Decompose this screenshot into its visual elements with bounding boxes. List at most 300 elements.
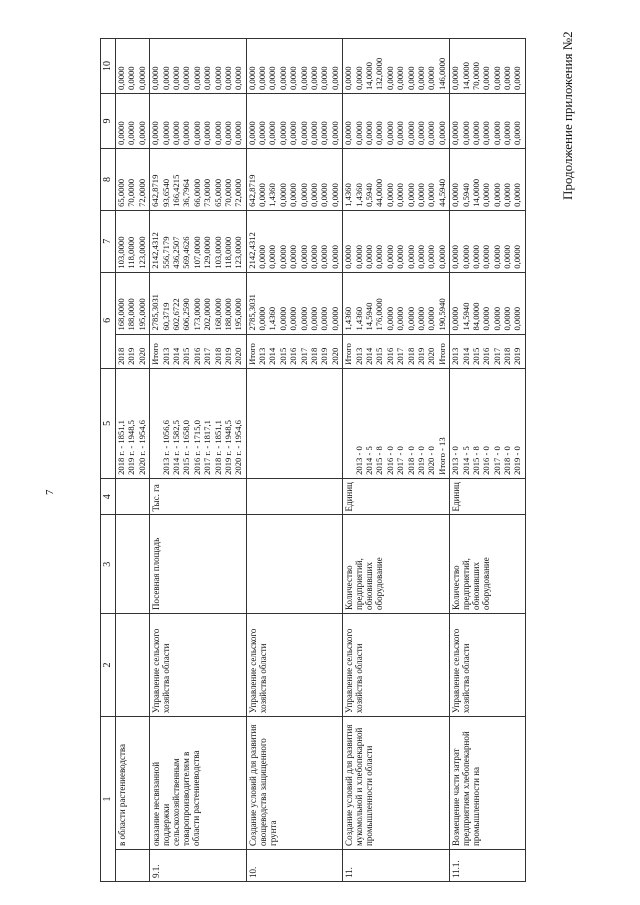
cell-line: 0,0000	[363, 245, 374, 269]
cell-line: 14,0000	[363, 62, 374, 91]
extrabudget-cell	[343, 39, 450, 94]
cell-line: 0,0000	[450, 306, 461, 331]
cell-line: 0,0000	[212, 121, 223, 146]
cell-line: 0,0000	[116, 121, 126, 146]
regional-budget-cell	[116, 149, 150, 211]
cell-line: 0,0000	[170, 121, 181, 146]
cell-line: 0,0000	[502, 306, 513, 331]
cell-line: 2017 - 0	[395, 446, 406, 475]
cell-line: 0,0000	[450, 121, 461, 146]
cell-line: 2142,4312	[246, 232, 257, 269]
cell-line: 0,0000	[150, 66, 161, 91]
cell-line: 0,0000	[277, 66, 288, 91]
cell-line: 2020	[136, 347, 147, 365]
cell-line: 188,0000	[126, 298, 137, 331]
cell-line: 0,5940	[460, 183, 471, 207]
cell-line: 602,6722	[170, 298, 181, 331]
cell-line: 0,0000	[343, 66, 354, 91]
cell-line: 2015 - 8	[470, 446, 481, 475]
cell-line: 2018 г. - 1851,1	[212, 420, 223, 475]
cell-line: 0,0000	[436, 121, 447, 146]
cell-line: 2015	[181, 347, 192, 365]
cell-line: 0,0000	[384, 245, 395, 269]
event-name-cell: Возмещение части затрат предприятиям хлебопекарной промышленности на	[450, 717, 526, 850]
cell-line: 2014	[267, 347, 278, 365]
cell-line: 0,0000	[160, 66, 171, 91]
cell-line: 0,0000	[395, 66, 406, 91]
cell-line: 1,4360	[267, 306, 278, 331]
cell-line: 0,0000	[298, 66, 309, 91]
cell-line: 2019	[319, 347, 330, 365]
cell-line: 1,4360	[353, 183, 364, 207]
cell-line: Итого	[343, 343, 354, 365]
cell-line: 72,0000	[233, 178, 244, 207]
cell-line: 0,0000	[395, 245, 406, 269]
cell-line: 0,0000	[288, 183, 299, 207]
cell-line: 190,5940	[436, 298, 447, 331]
cell-line: 65,0000	[116, 178, 126, 207]
cell-line: 146,0000	[436, 57, 447, 91]
cell-line: 123,0000	[233, 236, 244, 269]
cell-line: 0,0000	[329, 66, 340, 91]
cell-line: 0,0000	[405, 66, 416, 91]
federal-budget-cell	[246, 210, 343, 272]
cell-line: 0,0000	[512, 121, 523, 146]
cell-line: 0,0000	[502, 66, 513, 91]
local-budget-cell	[150, 94, 247, 149]
extrabudget-cell	[150, 39, 247, 94]
target-values-cell	[150, 368, 247, 478]
cell-line: 0,0000	[329, 183, 340, 207]
indicator-cell: Посевная площадь	[150, 515, 247, 614]
cell-line: 2014 г. - 1582,5	[170, 420, 181, 475]
cell-line: 84,0000	[470, 302, 481, 331]
cell-line: 0,0000	[353, 121, 364, 146]
cell-line: 2015	[470, 347, 481, 365]
cell-line: 2014 - 5	[363, 446, 374, 475]
row-number-cell: 9.1.	[150, 849, 247, 881]
cell-line: 0,0000	[257, 245, 268, 269]
cell-line: 0,0000	[267, 66, 278, 91]
cell-line: 0,0000	[405, 306, 416, 331]
cell-line: 202,0000	[202, 298, 213, 331]
cell-line: 2016	[288, 347, 299, 365]
cell-line: 0,0000	[491, 121, 502, 146]
cell-line: 44,5940	[436, 178, 447, 207]
header-cell: 9	[101, 94, 116, 149]
cell-line: 0,0000	[481, 306, 492, 331]
cell-line: 14,0000	[470, 178, 481, 207]
extrabudget-cell	[450, 39, 526, 94]
cell-line: 129,0000	[202, 236, 213, 269]
cell-line: 2785,3031	[150, 294, 161, 331]
cell-line: 0,0000	[298, 245, 309, 269]
cell-line: 2019	[415, 347, 426, 365]
cell-line: 0,0000	[512, 66, 523, 91]
cell-line: 0,0000	[222, 121, 233, 146]
cell-line: 0,0000	[426, 306, 437, 331]
indicator-cell	[116, 515, 150, 614]
cell-line: 0,0000	[405, 121, 416, 146]
regional-budget-cell	[246, 149, 343, 211]
cell-line: 0,0000	[277, 183, 288, 207]
header-cell: 1	[101, 717, 116, 882]
row-number-cell: 11.	[343, 849, 450, 881]
cell-line: 2016	[191, 347, 202, 365]
cell-line: 0,0000	[405, 245, 416, 269]
header-cell: 7	[101, 210, 116, 272]
cell-line: 0,0000	[160, 121, 171, 146]
header-cell: 2	[101, 614, 116, 717]
cell-line: 2019	[126, 347, 137, 365]
cell-line: 2017	[298, 347, 309, 365]
year-cell	[116, 334, 150, 368]
cell-line: 0,0000	[384, 121, 395, 146]
cell-line: 0,0000	[222, 66, 233, 91]
cell-line: 0,0000	[450, 245, 461, 269]
cell-line: 0,0000	[191, 66, 202, 91]
row-number-cell: 10.	[246, 849, 343, 881]
cell-line: 0,0000	[481, 121, 492, 146]
cell-line: 0,0000	[181, 66, 192, 91]
local-budget-cell	[450, 94, 526, 149]
cell-line: 0,0000	[319, 245, 330, 269]
cell-line: 0,0000	[136, 121, 147, 146]
cell-line: 0,0000	[512, 306, 523, 331]
cell-line: 2016 г. - 1715,0	[191, 420, 202, 475]
cell-line: 0,0000	[384, 183, 395, 207]
cell-line: 2020 г. - 1954,6	[136, 420, 147, 475]
cell-line: 0,0000	[491, 245, 502, 269]
cell-line: 0,0000	[353, 245, 364, 269]
cell-line: 0,0000	[384, 66, 395, 91]
cell-line: 436,2507	[170, 236, 181, 269]
cell-line: 0,0000	[246, 66, 257, 91]
table-row	[150, 39, 247, 882]
table-row	[343, 39, 450, 882]
cell-line: 14,5940	[460, 302, 471, 331]
cell-line: 2016	[481, 347, 492, 365]
cell-line: 0,0000	[481, 66, 492, 91]
cell-line: 1,4360	[343, 183, 354, 207]
cell-line: 0,0000	[202, 121, 213, 146]
year-cell	[150, 334, 247, 368]
cell-line: 0,0000	[426, 66, 437, 91]
cell-line: 2019 - 0	[512, 446, 523, 475]
cell-line: 2020 г. - 1954,6	[233, 420, 244, 475]
unit-cell: Тыс. га	[150, 478, 247, 515]
cell-line: 0,0000	[309, 306, 320, 331]
cell-line: 123,0000	[136, 236, 147, 269]
cell-line: 0,0000	[298, 121, 309, 146]
cell-line: 107,0000	[191, 236, 202, 269]
cell-line: 2013	[257, 347, 268, 365]
unit-cell	[246, 478, 343, 515]
cell-line: 2018	[116, 347, 126, 365]
cell-line: 0,0000	[343, 245, 354, 269]
cell-line: 118,0000	[222, 236, 233, 269]
indicator-cell: Количество предприятий, обновивших оборудование	[450, 515, 526, 614]
cell-line: 2020	[233, 347, 244, 365]
cell-line: 1,4360	[267, 183, 278, 207]
cell-line: 2018	[309, 347, 320, 365]
extrabudget-cell	[246, 39, 343, 94]
cell-line: 70,0000	[222, 178, 233, 207]
cell-line: 2018 г. - 1851,1	[116, 420, 126, 475]
cell-line: 0,0000	[288, 245, 299, 269]
cell-line: 66,0000	[191, 178, 202, 207]
regional-budget-cell	[150, 149, 247, 211]
cell-line: 195,0000	[136, 298, 147, 331]
cell-line: 0,0000	[233, 66, 244, 91]
indicator-cell	[246, 515, 343, 614]
executor-cell: Управление сельского хозяйства области	[150, 614, 247, 717]
cell-line: 0,0000	[319, 183, 330, 207]
indicator-cell: Количество предприятий, обновивших оборудование	[343, 515, 450, 614]
cell-line: 2015 - 8	[374, 446, 385, 475]
cell-line: 2019 - 0	[415, 446, 426, 475]
cell-line: 2015 г. - 1658,0	[181, 420, 192, 475]
unit-cell	[116, 478, 150, 515]
table-row	[450, 39, 526, 882]
unit-cell: Единиц	[450, 478, 526, 515]
local-budget-cell	[343, 94, 450, 149]
executor-cell: Управление сельского хозяйства области	[343, 614, 450, 717]
cell-line: 1,4360	[353, 306, 364, 331]
cell-line: 0,0000	[257, 183, 268, 207]
cell-line: 103,0000	[212, 236, 223, 269]
header-cell: 5	[101, 368, 116, 478]
cell-line: 0,0000	[212, 66, 223, 91]
cell-line: 2020	[426, 347, 437, 365]
cell-line: 0,0000	[374, 121, 385, 146]
cell-line: 0,0000	[309, 66, 320, 91]
event-name-cell: Создание условий для развития овощеводства защищенного грунта	[246, 717, 343, 850]
cell-line: 14,5940	[363, 302, 374, 331]
cell-line: 93,6540	[160, 178, 171, 207]
cell-line: 2017	[395, 347, 406, 365]
cell-line: 0,0000	[257, 66, 268, 91]
cell-line: 0,0000	[298, 306, 309, 331]
total-funding-cell	[450, 272, 526, 334]
cell-line: 2014 - 5	[460, 446, 471, 475]
page-number: 7	[44, 489, 56, 495]
cell-line: Итого	[436, 343, 447, 365]
cell-line: 2017	[202, 347, 213, 365]
cell-line: 0,0000	[395, 183, 406, 207]
cell-line: 0,0000	[288, 66, 299, 91]
cell-line: 0,0000	[329, 121, 340, 146]
cell-line: 1,4360	[343, 306, 354, 331]
cell-line: 0,0000	[426, 183, 437, 207]
federal-budget-cell	[450, 210, 526, 272]
executor-cell: Управление сельского хозяйства области	[246, 614, 343, 717]
cell-line: 0,0000	[191, 121, 202, 146]
cell-line: 642,8719	[246, 174, 257, 207]
cell-line: 0,0000	[202, 66, 213, 91]
total-funding-cell	[116, 272, 150, 334]
cell-line: 0,0000	[470, 245, 481, 269]
local-budget-cell	[246, 94, 343, 149]
cell-line: 2014	[460, 347, 471, 365]
cell-line: 2019	[222, 347, 233, 365]
cell-line: 0,0000	[502, 245, 513, 269]
cell-line: 2013	[160, 347, 171, 365]
federal-budget-cell	[150, 210, 247, 272]
total-funding-cell	[150, 272, 247, 334]
cell-line: 0,0000	[426, 121, 437, 146]
cell-line: 2019 г. - 1948,5	[222, 420, 233, 475]
regional-budget-cell	[343, 149, 450, 211]
cell-line: 0,0000	[136, 66, 147, 91]
cell-line: 0,0000	[502, 121, 513, 146]
cell-line: 168,0000	[212, 298, 223, 331]
cell-line: 0,0000	[450, 183, 461, 207]
cell-line: 2018 - 0	[502, 446, 513, 475]
total-funding-cell	[246, 272, 343, 334]
year-cell	[343, 334, 450, 368]
cell-line: 2018 - 0	[405, 446, 416, 475]
cell-line: Итого	[246, 343, 257, 365]
cell-line: 0,0000	[126, 66, 137, 91]
program-table	[100, 38, 526, 882]
cell-line: 0,0000	[450, 66, 461, 91]
cell-line: 65,0000	[212, 178, 223, 207]
cell-line: 0,0000	[512, 245, 523, 269]
cell-line: 2013 г. - 1056,6	[160, 420, 171, 475]
cell-line: 0,0000	[415, 183, 426, 207]
cell-line: 0,0000	[233, 121, 244, 146]
cell-line: Итого - 13	[436, 437, 447, 475]
cell-line: 0,0000	[246, 121, 257, 146]
cell-line: 2019 г. - 1948,5	[126, 420, 137, 475]
cell-line: 0,0000	[181, 121, 192, 146]
header-cell: 10	[101, 39, 116, 94]
cell-line: 0,0000	[116, 66, 126, 91]
executor-cell	[116, 614, 150, 717]
executor-cell: Управление сельского хозяйства области	[450, 614, 526, 717]
target-values-cell	[450, 368, 526, 478]
cell-line: 60,3719	[160, 302, 171, 331]
cell-line: 0,0000	[277, 245, 288, 269]
cell-line: 0,0000	[288, 121, 299, 146]
cell-line: 0,0000	[267, 245, 278, 269]
cell-line: 0,0000	[415, 245, 426, 269]
cell-line: 2018	[502, 347, 513, 365]
unit-cell: Единиц	[343, 478, 450, 515]
cell-line: 0,0000	[415, 306, 426, 331]
cell-line: 0,0000	[343, 121, 354, 146]
program-table-rotated	[100, 38, 584, 882]
cell-line: 0,0000	[415, 66, 426, 91]
cell-line: 2013 - 0	[353, 446, 364, 475]
cell-line: 118,0000	[126, 236, 137, 269]
cell-line: 0,0000	[319, 306, 330, 331]
table-row	[116, 39, 150, 882]
cell-line: 72,0000	[136, 178, 147, 207]
event-name-cell: оказание несвязанной поддержки сельскохозяйственным товаропроизводителям в области растениеводства	[150, 717, 247, 850]
cell-line: 103,0000	[116, 236, 126, 269]
cell-line: 0,0000	[267, 121, 278, 146]
cell-line: 188,0000	[222, 298, 233, 331]
cell-line: 0,0000	[257, 121, 268, 146]
cell-line: 0,0000	[288, 306, 299, 331]
total-funding-cell	[343, 272, 450, 334]
cell-line: 0,0000	[298, 183, 309, 207]
cell-line: 0,0000	[395, 306, 406, 331]
cell-line: 0,0000	[481, 245, 492, 269]
cell-line: Итого	[150, 343, 161, 365]
cell-line: 2020 - 0	[426, 446, 437, 475]
cell-line: 0,0000	[329, 306, 340, 331]
cell-line: 2017	[491, 347, 502, 365]
year-cell	[246, 334, 343, 368]
cell-line: 2016	[384, 347, 395, 365]
cell-line: 0,0000	[126, 121, 137, 146]
cell-line: 2019	[512, 347, 523, 365]
cell-line: 2017 г. - 1817,1	[202, 420, 213, 475]
target-values-cell	[343, 368, 450, 478]
cell-line: 0,5940	[363, 183, 374, 207]
cell-line: 2013	[353, 347, 364, 365]
federal-budget-cell	[343, 210, 450, 272]
cell-line: 2015	[277, 347, 288, 365]
cell-line: 0,0000	[309, 121, 320, 146]
cell-line: 0,0000	[257, 306, 268, 331]
cell-line: 70,0000	[470, 62, 481, 91]
cell-line: 0,0000	[502, 183, 513, 207]
cell-line: 0,0000	[319, 66, 330, 91]
cell-line: 606,2590	[181, 298, 192, 331]
row-number-cell: 11.1.	[450, 849, 526, 881]
federal-budget-cell	[116, 210, 150, 272]
cell-line: 70,0000	[126, 178, 137, 207]
cell-line: 0,0000	[353, 66, 364, 91]
cell-line: 0,0000	[470, 121, 481, 146]
cell-line: 0,0000	[309, 183, 320, 207]
cell-line: 2013	[450, 347, 461, 365]
cell-line: 132,0000	[374, 57, 385, 91]
cell-line: 0,0000	[395, 121, 406, 146]
event-name-cell: Создание условий для развития мукомольной и хлебопекарной промышленности области	[343, 717, 450, 850]
header-cell: 3	[101, 515, 116, 614]
year-cell	[450, 334, 526, 368]
cell-line: 2018	[212, 347, 223, 365]
cell-line: 166,4215	[170, 174, 181, 207]
cell-line: 168,0000	[116, 298, 126, 331]
header-cell: 8	[101, 149, 116, 211]
cell-line: 2018	[405, 347, 416, 365]
cell-line: 0,0000	[460, 245, 471, 269]
cell-line: 556,7179	[160, 236, 171, 269]
cell-line: 195,0000	[233, 298, 244, 331]
appendix-title: Продолжение приложения №2	[560, 31, 575, 200]
cell-line: 2015	[374, 347, 385, 365]
cell-line: 0,0000	[170, 66, 181, 91]
cell-line: 0,0000	[363, 121, 374, 146]
cell-line	[151, 372, 161, 475]
cell-line: 0,0000	[319, 121, 330, 146]
cell-line: 642,8719	[150, 174, 161, 207]
table-row	[246, 39, 343, 882]
cell-line: 2016 - 0	[384, 446, 395, 475]
cell-line: 2142,4312	[150, 232, 161, 269]
cell-line: 569,4626	[181, 236, 192, 269]
row-number-cell	[116, 849, 150, 881]
cell-line: 2013 - 0	[450, 446, 461, 475]
cell-line: 2014	[363, 347, 374, 365]
cell-line: 0,0000	[481, 183, 492, 207]
